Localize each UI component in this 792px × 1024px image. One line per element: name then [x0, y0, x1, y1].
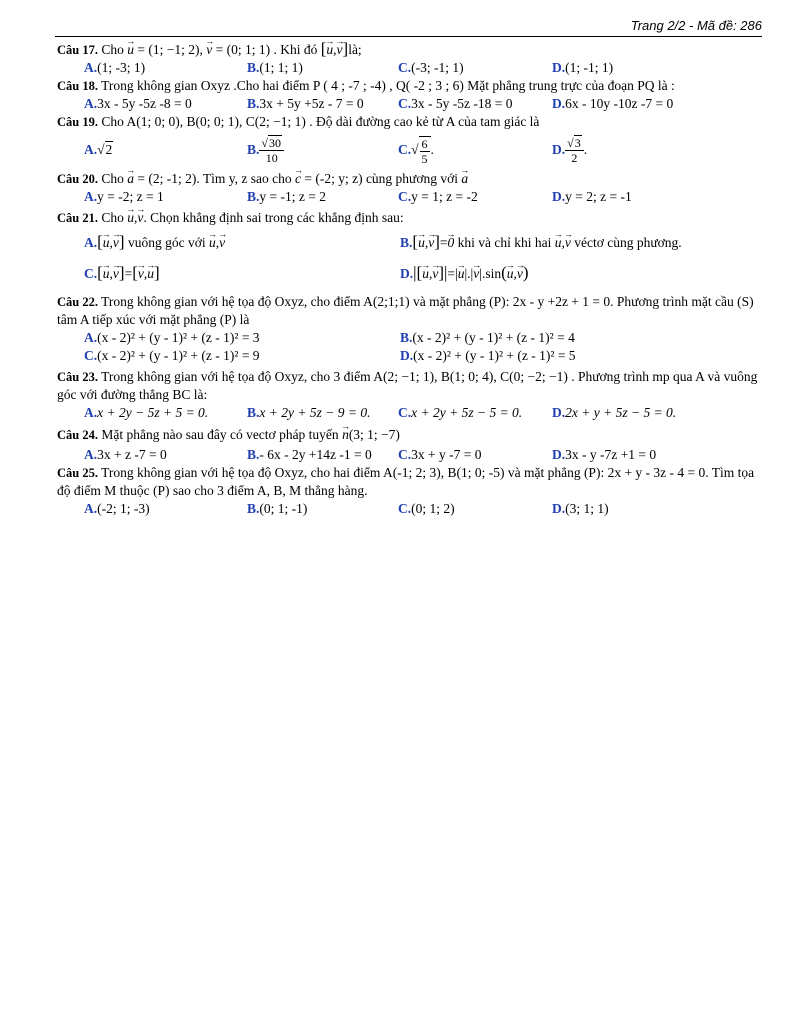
answers-19: [84, 135, 762, 166]
answers-22-ab: [84, 329, 762, 347]
answer-c[interactable]: C.(-3; -1; 1): [398, 60, 464, 75]
answer-c[interactable]: C.y = 1; z = -2: [398, 188, 478, 204]
answer-a[interactable]: A.(x - 2)² + (y - 1)² + (z - 1)² = 3: [84, 329, 260, 345]
answer-d[interactable]: D.(1; -1; 1): [552, 60, 614, 75]
answer-c[interactable]: C.(x - 2)² + (y - 1)² + (z - 1)² = 9: [84, 347, 260, 363]
answers-21-cd: [84, 258, 762, 289]
answer-b[interactable]: B.y = -1; z = 2: [247, 188, 326, 204]
question-23: Câu 23. Trong không gian với hệ tọa độ Oxyz, cho 3 điểm A(2; −1; 1), B(1; 0; 4), C(0; −2; −1) . Phương trình mp qua A và vuông góc với đường thẳng BC là:: [57, 368, 758, 402]
answer-b[interactable]: B.(0; 1; -1): [247, 500, 308, 516]
answer-c[interactable]: C.√ $\frac{6}{5}$ .: [398, 136, 434, 166]
answer-c[interactable]: C.[→ u,→ v]=[→ v,→ u]: [84, 258, 400, 289]
answer-d[interactable]: D.|[→ u,→ v]|=|→ u|.|→ v|.sin(→ u,→ v): [400, 258, 529, 289]
question-list: [57, 40, 762, 518]
answers-24: [84, 446, 762, 464]
answer-d[interactable]: D.6x - 10y -10z -7 = 0: [552, 96, 674, 111]
question-17: Câu 17. Cho → u = (1; −1; 2), → v = (0; 1; 1) . Khi đó [→ u,→ v]là;: [57, 40, 762, 59]
answer-c[interactable]: C.x + 2y + 5z − 5 = 0.: [398, 404, 523, 420]
answers-17: [84, 59, 762, 77]
answer-b[interactable]: B.(1; 1; 1): [247, 60, 303, 75]
answer-a[interactable]: A.3x - 5y -5z -8 = 0: [84, 96, 192, 111]
answer-d[interactable]: D.y = 2; z = -1: [552, 188, 632, 204]
answer-a[interactable]: A.(-2; 1; -3): [84, 500, 150, 516]
answer-c[interactable]: C.(0; 1; 2): [398, 500, 455, 516]
question-25: Câu 25. Trong không gian với hệ tọa độ Oxyz, cho hai điểm A(-1; 2; 3), B(1; 0; -5) và mặt phẳng (P): 2x + y - 3z - 4 = 0. Tìm tọa độ điểm M thuộc (P) sao cho 3 điểm A, B, M thẳng hàng.: [57, 464, 755, 498]
question-19: Câu 19. Cho A(1; 0; 0), B(0; 0; 1), C(2; −1; 1) . Độ dài đường cao kẻ từ A của tam giác là: [57, 114, 540, 129]
question-24: Câu 24. Mặt phẳng nào sau đây có vectơ pháp tuyến → n(3; 1; −7): [57, 426, 762, 444]
answer-b[interactable]: B.- 6x - 2y +14z -1 = 0: [247, 446, 372, 462]
answers-20: [84, 188, 762, 206]
question-21: Câu 21. Cho → u,→ v. Chọn khẳng định sai trong các khẳng định sau:: [57, 209, 762, 227]
answer-d[interactable]: D.(x - 2)² + (y - 1)² + (z - 1)² = 5: [400, 347, 576, 363]
answers-22-cd: [84, 347, 762, 365]
answer-a[interactable]: A.(1; -3; 1): [84, 60, 146, 75]
answer-b[interactable]: B.x + 2y + 5z − 9 = 0.: [247, 404, 371, 420]
question-18: Câu 18. Trong không gian Oxyz .Cho hai điểm P ( 4 ; -7 ; -4) , Q( -2 ; 3 ; 6) Mặt phẳng trung trực của đoạn PQ là :: [57, 78, 675, 93]
page-header: Trang 2/2 - Mã đề: 286: [630, 18, 762, 33]
answer-a[interactable]: A.√2: [84, 142, 113, 157]
bracket-uv: [→ u,→ v]: [321, 42, 348, 57]
question-20: Câu 20. Cho → a = (2; -1; 2). Tìm y, z sao cho → c = (-2; y; z) cùng phương với → a: [57, 170, 762, 188]
answer-d[interactable]: D.2x + y + 5z − 5 = 0.: [552, 404, 677, 420]
answers-25: [84, 500, 762, 518]
answer-d[interactable]: D.3x - y -7z +1 = 0: [552, 446, 657, 462]
answer-b[interactable]: B.3x + 5y +5z - 7 = 0: [247, 96, 364, 111]
answer-d[interactable]: D. $\frac{√3}{2}$ .: [552, 136, 588, 166]
answer-b[interactable]: B. $\frac{√30}{10}$: [247, 135, 398, 166]
answer-a[interactable]: A.3x + z -7 = 0: [84, 446, 167, 462]
answer-a[interactable]: A.[→ u,→ v] vuông góc với → u,→ v: [84, 227, 400, 258]
answer-a[interactable]: A.y = -2; z = 1: [84, 188, 164, 204]
answer-d[interactable]: D.(3; 1; 1): [552, 500, 609, 516]
header-rule: [55, 36, 762, 37]
answer-a[interactable]: A.x + 2y − 5z + 5 = 0.: [84, 404, 209, 420]
answer-b[interactable]: B.(x - 2)² + (y - 1)² + (z - 1)² = 4: [400, 329, 575, 345]
answer-c[interactable]: C.3x + y -7 = 0: [398, 446, 482, 462]
answer-c[interactable]: C.3x - 5y -5z -18 = 0: [398, 96, 513, 111]
answers-18: [84, 95, 762, 113]
answer-b[interactable]: B.[→ u,→ v]=→ 0 khi và chỉ khi hai → u,→ v véctơ cùng phương.: [400, 227, 682, 258]
answers-23: [84, 404, 762, 422]
question-22: Câu 22. Trong không gian với hệ tọa độ Oxyz, cho điểm A(2;1;1) và mặt phẳng (P): 2x - y +2z + 1 = 0. Phương trình mặt cầu (S) tâm A tiếp xúc với mặt phẳng (P) là: [57, 293, 754, 327]
